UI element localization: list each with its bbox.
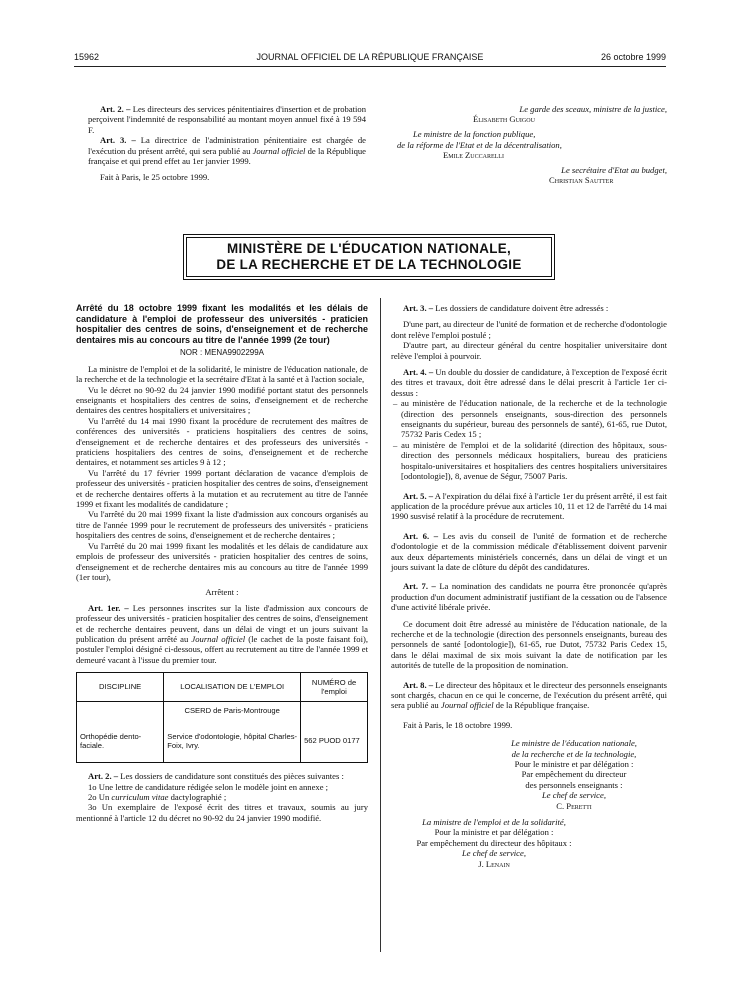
- article-4: Art. 4. – Un double du dossier de candidature, à l'exception de l'exposé écrit des titres et travaux, doit être adressé dans le délai prescrit à l'article 1er ci-dessus :: [391, 367, 667, 398]
- signature-emploi: La ministre de l'emploi et de la solidarité, Pour la ministre et par délégation : Par empêchement du directeur des hôpitaux : Le chef de service, J. Lenain: [391, 817, 667, 869]
- article-3-part-b: D'autre part, au directeur général du centre hospitalier universitaire dont relève l'emploi à pourvoir.: [391, 340, 667, 361]
- sig-budget-title: Le secrétaire d'Etat au budget,: [561, 165, 667, 176]
- article-2: Art. 2. – Les dossiers de candidature sont constitués des pièces suivantes :: [88, 771, 344, 782]
- prev-art2: Art. 2. – Les directeurs des services pénitentiaires d'insertion et de probation perçoivent l'indemnité de responsabilité au montant moyen annuel fixé à 19 594 F.: [88, 104, 366, 135]
- previous-decree-articles: [88, 104, 366, 183]
- header-localisation: LOCALISATION DE L'EMPLOI: [164, 673, 301, 702]
- cell-discipline: Orthopédie dento-faciale.: [77, 720, 164, 763]
- table-header-row: [77, 673, 368, 702]
- column-divider: [380, 298, 381, 952]
- journal-title: JOURNAL OFFICIEL DE LA RÉPUBLIQUE FRANÇAISE: [256, 52, 484, 62]
- vacancy-table: [76, 672, 368, 763]
- signatory-name: C. Peretti: [556, 800, 592, 811]
- right-column: [391, 303, 667, 869]
- cell-localisation: Service d'odontologie, hôpital Charles-Foix, Ivry.: [164, 720, 301, 763]
- visa-arrete-20-mai-1999-b: Vu l'arrêté du 20 mai 1999 fixant les modalités et les délais de candidature aux emplois de professeur des universités - praticien hospitalier des centres de soins, d'enseignement et de recherche dentaires mis au concours au titre de l'année 1999 (1er tour),: [76, 540, 368, 582]
- article-7: Art. 7. – La nomination des candidats ne pourra être prononcée qu'après production d'un document administratif justifiant de la cessation ou de l'absence d'une activité libérale privée.: [391, 581, 667, 613]
- decree-title: Arrêté du 18 octobre 1999 fixant les modalités et les délais de candidature à l'emploi de professeur des universités - praticien hospitalier des centres de soins, d'enseignement et de recherche dentaires mis au concours au titre de l'année 1999 (2e tour): [76, 303, 368, 345]
- article-6: Art. 6. – Les avis du conseil de l'unité de formation et de recherche d'odontologie et de la commission médicale d'établissement doivent parvenir aux deux départements ministériels concernés, dans un délai de vingt et un jours suivant la date de clôture du dépôt des candidatures.: [391, 530, 667, 572]
- signature-education: Le ministre de l'éducation nationale, de la recherche et de la technologie, Pour le ministre et par délégation : Par empêchement du directeur des personnels enseignants : Le chef de service, C. Peretti: [391, 738, 667, 811]
- nor-reference: NOR : MENA9902299A: [179, 348, 265, 358]
- article-5: Art. 5. – A l'expiration du délai fixé à l'article 1er du présent arrêté, il est fait application de la procédure prévue aux articles 10, 11 et 12 de l'arrêté du 14 mai 1990 susvisé relatif à la procédure de recrutement.: [391, 490, 667, 522]
- article-8: Art. 8. – Le directeur des hôpitaux et le directeur des personnels enseignants sont chargés, chacun en ce qui le concerne, de l'exécution du présent arrêté, qui sera publié au Journal officiel de la République française.: [391, 679, 667, 711]
- previous-decree-signatures: [385, 104, 667, 185]
- cell-discipline: [77, 702, 164, 721]
- sig-budget-name: Christian Sautter: [549, 175, 614, 186]
- sig-fonction-name: Emile Zuccarelli: [443, 149, 504, 160]
- header-discipline: DISCIPLINE: [77, 673, 164, 702]
- article-7-document: Ce document doit être adressé au ministère de l'éducation nationale, de la recherche et de la technologie (direction des personnels enseignants, bureau des personnels de santé [odontologie]), 61-65, rue Dutot, 75732 Paris Cedex 15, dans le délai maximal de six mois suivant la date de notification par les autorités de tutelle de la proposition de nomination.: [391, 618, 667, 671]
- page-number: 15962: [74, 52, 100, 62]
- list-item: – au ministère de l'emploi et de la solidarité (direction des hôpitaux, sous-direction des personnels médicaux hospitaliers, bureau des praticiens hospitalo-universitaires et hospitaliers des centres hospitaliers universitaires [odontologie]), 8, avenue de Ségur, 75007 Paris.: [393, 439, 667, 482]
- running-header: [74, 52, 666, 66]
- article-3-part-a: D'une part, au directeur de l'unité de formation et de recherche d'odontologie dont relève l'emploi postulé ;: [391, 319, 667, 340]
- sig-justice-name: Élisabeth Guigou: [473, 114, 535, 125]
- visa-arrete-17-fevrier-1999: Vu l'arrêté du 17 février 1999 portant déclaration de vacance d'emplois de professeur des universités - praticien hospitalier des centres de soins, d'enseignement et de recherche dentaires offerts à la mutation et au recrutement au titre de l'année 1999 et fixant les modalités de candidature ;: [76, 467, 368, 510]
- list-item: – au ministère de l'éducation nationale, de la recherche et de la technologie (direction des personnels enseignants, sous-direction des personnels enseignants du supérieur, bureau des personnels de santé), 61-65, rue Dutot, 75732 Paris Cedex 15 ;: [393, 398, 667, 440]
- sig-fonction-title-1: Le ministre de la fonction publique,: [413, 129, 536, 140]
- ministry-heading-box: [183, 234, 555, 280]
- visa-decret-90-92: Vu le décret no 90-92 du 24 janvier 1990 modifié portant statut des personnels enseignants et hospitaliers des centres de soins, d'enseignement et de recherche dentaires des centres hospitaliers et universitaires ;: [76, 384, 368, 416]
- cell-numero: 562 PUOD 0177: [301, 720, 368, 763]
- article-3: Art. 3. – Les dossiers de candidature doivent être adressés :: [403, 303, 609, 313]
- article-4-recipients: [391, 398, 667, 481]
- prev-art3: Art. 3. – La directrice de l'administration pénitentiaire est chargée de l'exécution du présent arrêté, qui sera publié au Journal officiel de la République française et qui prend effet au 1er janvier 1999.: [88, 135, 366, 167]
- piece-3: 3o Un exemplaire de l'exposé écrit des titres et travaux, soumis au jury mentionné à l'article 12 du décret no 90-92 du 24 janvier 1990 modifié.: [76, 802, 368, 823]
- header-numero: NUMÉRO de l'emploi: [301, 673, 368, 702]
- preamble-ministers: La ministre de l'emploi et de la solidarité, le ministre de l'éducation nationale, de la recherche et de la technologie et la secrétaire d'Etat à la santé et à l'action sociale,: [76, 363, 368, 385]
- visa-arrete-14-mai-1990: Vu l'arrêté du 14 mai 1990 fixant la procédure de recrutement des maîtres de conférences des universités - praticiens hospitaliers des centres de soins, d'enseignement et de recherche dentaires et des professeurs des universités - praticiens hospitaliers des centres de soins, d'enseignement et de recherche dentaires, et notamment ses articles 9 à 12 ;: [76, 415, 368, 468]
- table-row: [77, 720, 368, 763]
- cell-numero: [301, 702, 368, 721]
- piece-2: 2o Un curriculum vitae dactylographié ;: [88, 791, 227, 802]
- table-row: [77, 702, 368, 721]
- ministry-line-2: DE LA RECHERCHE ET DE LA TECHNOLOGIE: [216, 257, 522, 272]
- prev-fait: Fait à Paris, le 25 octobre 1999.: [100, 172, 210, 183]
- article-1: Art. 1er. – Les personnes inscrites sur la liste d'admission aux concours de professeur des universités - praticien hospitalier des centres de soins, d'enseignement et de recherche dentaires peuvent, dans un délai de vingt et un jours suivant la publication du présent arrêté au Journal officiel (le cachet de la poste faisant foi), postuler l'emploi désigné ci-dessous, offert au recrutement au titre de l'année 1999 et demeuré vacant à l'issue du premier tour.: [76, 602, 368, 665]
- visa-arrete-20-mai-1999-a: Vu l'arrêté du 20 mai 1999 fixant la liste d'admission aux concours organisés au titre de l'année 1999 pour le recrutement de professeurs des universités - praticiens hospitaliers des centres de soins, d'enseignement et de recherche dentaires ;: [76, 509, 368, 541]
- piece-1: 1o Une lettre de candidature rédigée selon le modèle joint en annexe ;: [88, 781, 329, 792]
- sig-fonction-title-2: de la réforme de l'Etat et de la décentralisation,: [397, 139, 562, 150]
- issue-date: 26 octobre 1999: [600, 52, 666, 62]
- signatory-name: J. Lenain: [478, 858, 510, 869]
- arretent: Arrêtent :: [205, 587, 239, 598]
- decree-fait: Fait à Paris, le 18 octobre 1999.: [403, 719, 513, 730]
- left-column: [76, 303, 368, 823]
- cell-localisation: CSERD de Paris-Montrouge: [164, 702, 301, 721]
- sig-justice-title: Le garde des sceaux, ministre de la justice,: [519, 104, 667, 114]
- ministry-line-1: MINISTÈRE DE L'ÉDUCATION NATIONALE,: [227, 241, 511, 256]
- header-rule: [74, 66, 666, 67]
